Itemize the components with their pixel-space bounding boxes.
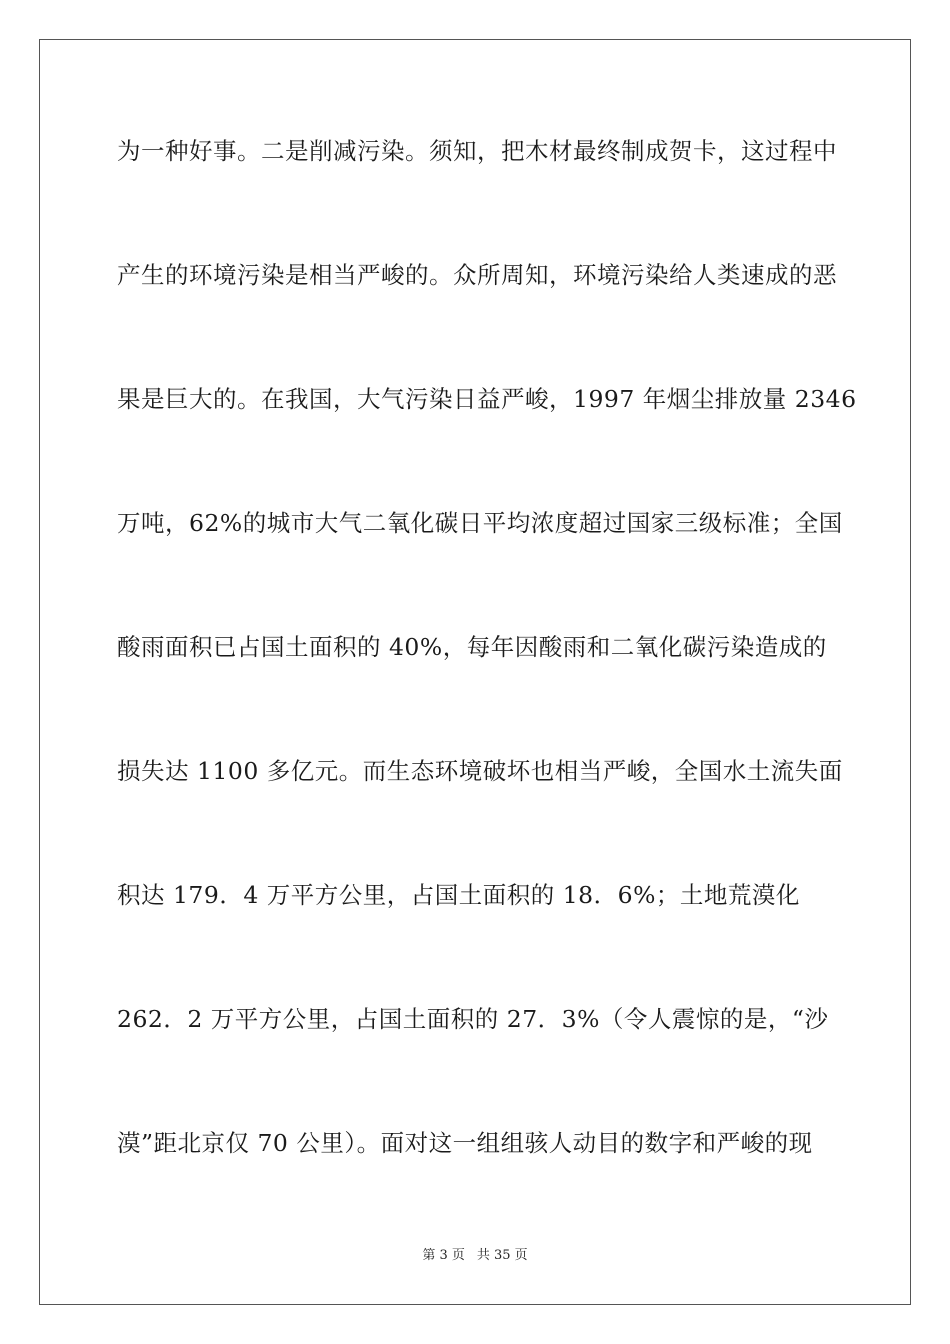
text-line: 万吨，62%的城市大气二氧化碳日平均浓度超过国家三级标准；全国: [117, 509, 843, 537]
text-line: 酸雨面积已占国土面积的 40%，每年因酸雨和二氧化碳污染造成的: [117, 633, 827, 661]
text-line: 262．2 万平方公里，占国土面积的 27．3%（令人震惊的是，“沙: [117, 1005, 829, 1033]
page-border: [39, 39, 911, 1305]
text-line: 漠”距北京仅 70 公里）。面对这一组组骇人动目的数字和严峻的现: [117, 1129, 813, 1157]
text-line: 损失达 1100 多亿元。而生态环境破坏也相当严峻，全国水土流失面: [117, 757, 843, 785]
text-line: 积达 179．4 万平方公里，占国土面积的 18．6%；土地荒漠化: [117, 881, 800, 909]
text-line: 果是巨大的。在我国，大气污染日益严峻，1997 年烟尘排放量 2346: [117, 385, 857, 413]
page-total: 共 35 页: [476, 1248, 528, 1263]
text-line: 为一种好事。二是削减污染。须知，把木材最终制成贺卡，这过程中: [117, 137, 837, 165]
page-footer: [0, 1247, 950, 1265]
text-line: 产生的环境污染是相当严峻的。众所周知，环境污染给人类速成的恶: [117, 261, 837, 289]
page-number: 第 3 页: [422, 1248, 465, 1263]
